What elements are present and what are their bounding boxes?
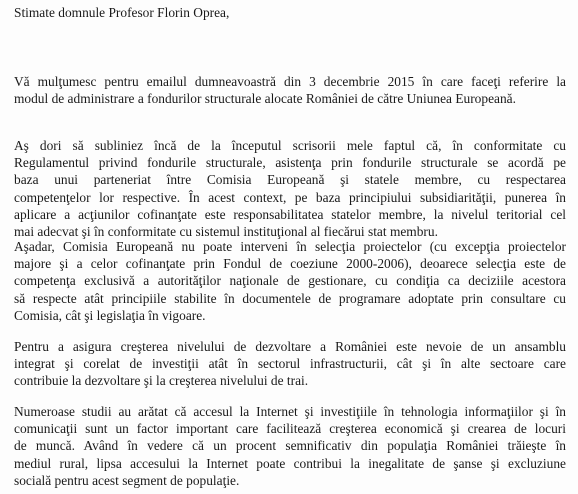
paragraph-line: Vă mulţumesc pentru emailul dumneavoastră din 3 decembrie 2015 în care faceţi referire la [14,74,566,89]
paragraph-line: Numeroase studii au arătat că accesul la Internet şi investiţiile în tehnologia informaţiilor şi în [14,404,566,419]
paragraph-line: comunicaţii sunt un factor important care facilitează creşterea economică şi crearea de locuri [14,421,566,437]
paragraph-5 [14,403,566,489]
paragraph-line: să respecte atât principiile stabilite în documentele de programare adoptate prin consultare cu [14,290,566,306]
salutation: Stimate domnule Profesor Florin Oprea, [14,5,230,20]
paragraph-line: integrat şi corelat de investiţii atât în sectorul infrastructurii, cât şi în alte sectoare care [14,356,566,372]
paragraph-line: socială pentru acest segment de populaţie. [14,472,240,488]
paragraph-line: Comisia, cât şi legislaţia în vigoare. [14,307,206,323]
paragraph-line: contribuie la dezvoltare şi la creşterea nivelului de trai. [14,373,309,389]
paragraph-1 [14,73,566,107]
paragraph-line: mai adecvat şi în conformitate cu sistemul instituţional al fiecărui stat membru. [14,224,438,240]
paragraph-line: baza unui parteneriat între Comisia Europeană şi statele membre, cu respectarea [14,172,566,188]
paragraph-4 [14,338,566,390]
paragraph-line: Aş dori să subliniez încă de la începutul scrisorii mele faptul că, în conformitate cu [14,138,566,153]
paragraph-line: competenţa exclusivă a autorităţilor naţionale de gestionare, cu condiţia ca deciziile acestora [14,273,566,289]
paragraph-2 [14,137,566,240]
paragraph-line: Aşadar, Comisia Europeană nu poate interveni în selecţia proiectelor (cu excepţia proiectelor [14,239,566,254]
paragraph-line: Regulamentul privind fondurile structurale, asistenţa prin fondurile structurale se acordă pe [14,155,566,171]
paragraph-3 [14,238,566,324]
paragraph-line: de muncă. Având în vedere că un procent semnificativ din populaţia României trăieşte în [14,438,566,454]
paragraph-line: modul de administrare a fondurilor structurale alocate României de către Uniunea Europeană. [14,91,516,107]
paragraph-line: aplicare a acţiunilor cofinanţate este responsabilitatea statelor membre, la nivelul teritorial cel [14,206,566,222]
paragraph-line: majore şi a celor cofinanţate prin Fondul de coeziune 2000-2006), deoarece selecţia este de [14,256,566,272]
paragraph-line: mediul rural, lipsa accesului la Internet poate contribui la inegalitate de şanse şi excluziune [14,455,566,471]
paragraph-line: Pentru a asigura creşterea nivelului de dezvoltare a României este nevoie de un ansamblu [14,339,566,354]
paragraph-line: competenţelor lor respective. În acest context, pe baza principiului subsidiarităţii, punerea în [14,189,566,205]
